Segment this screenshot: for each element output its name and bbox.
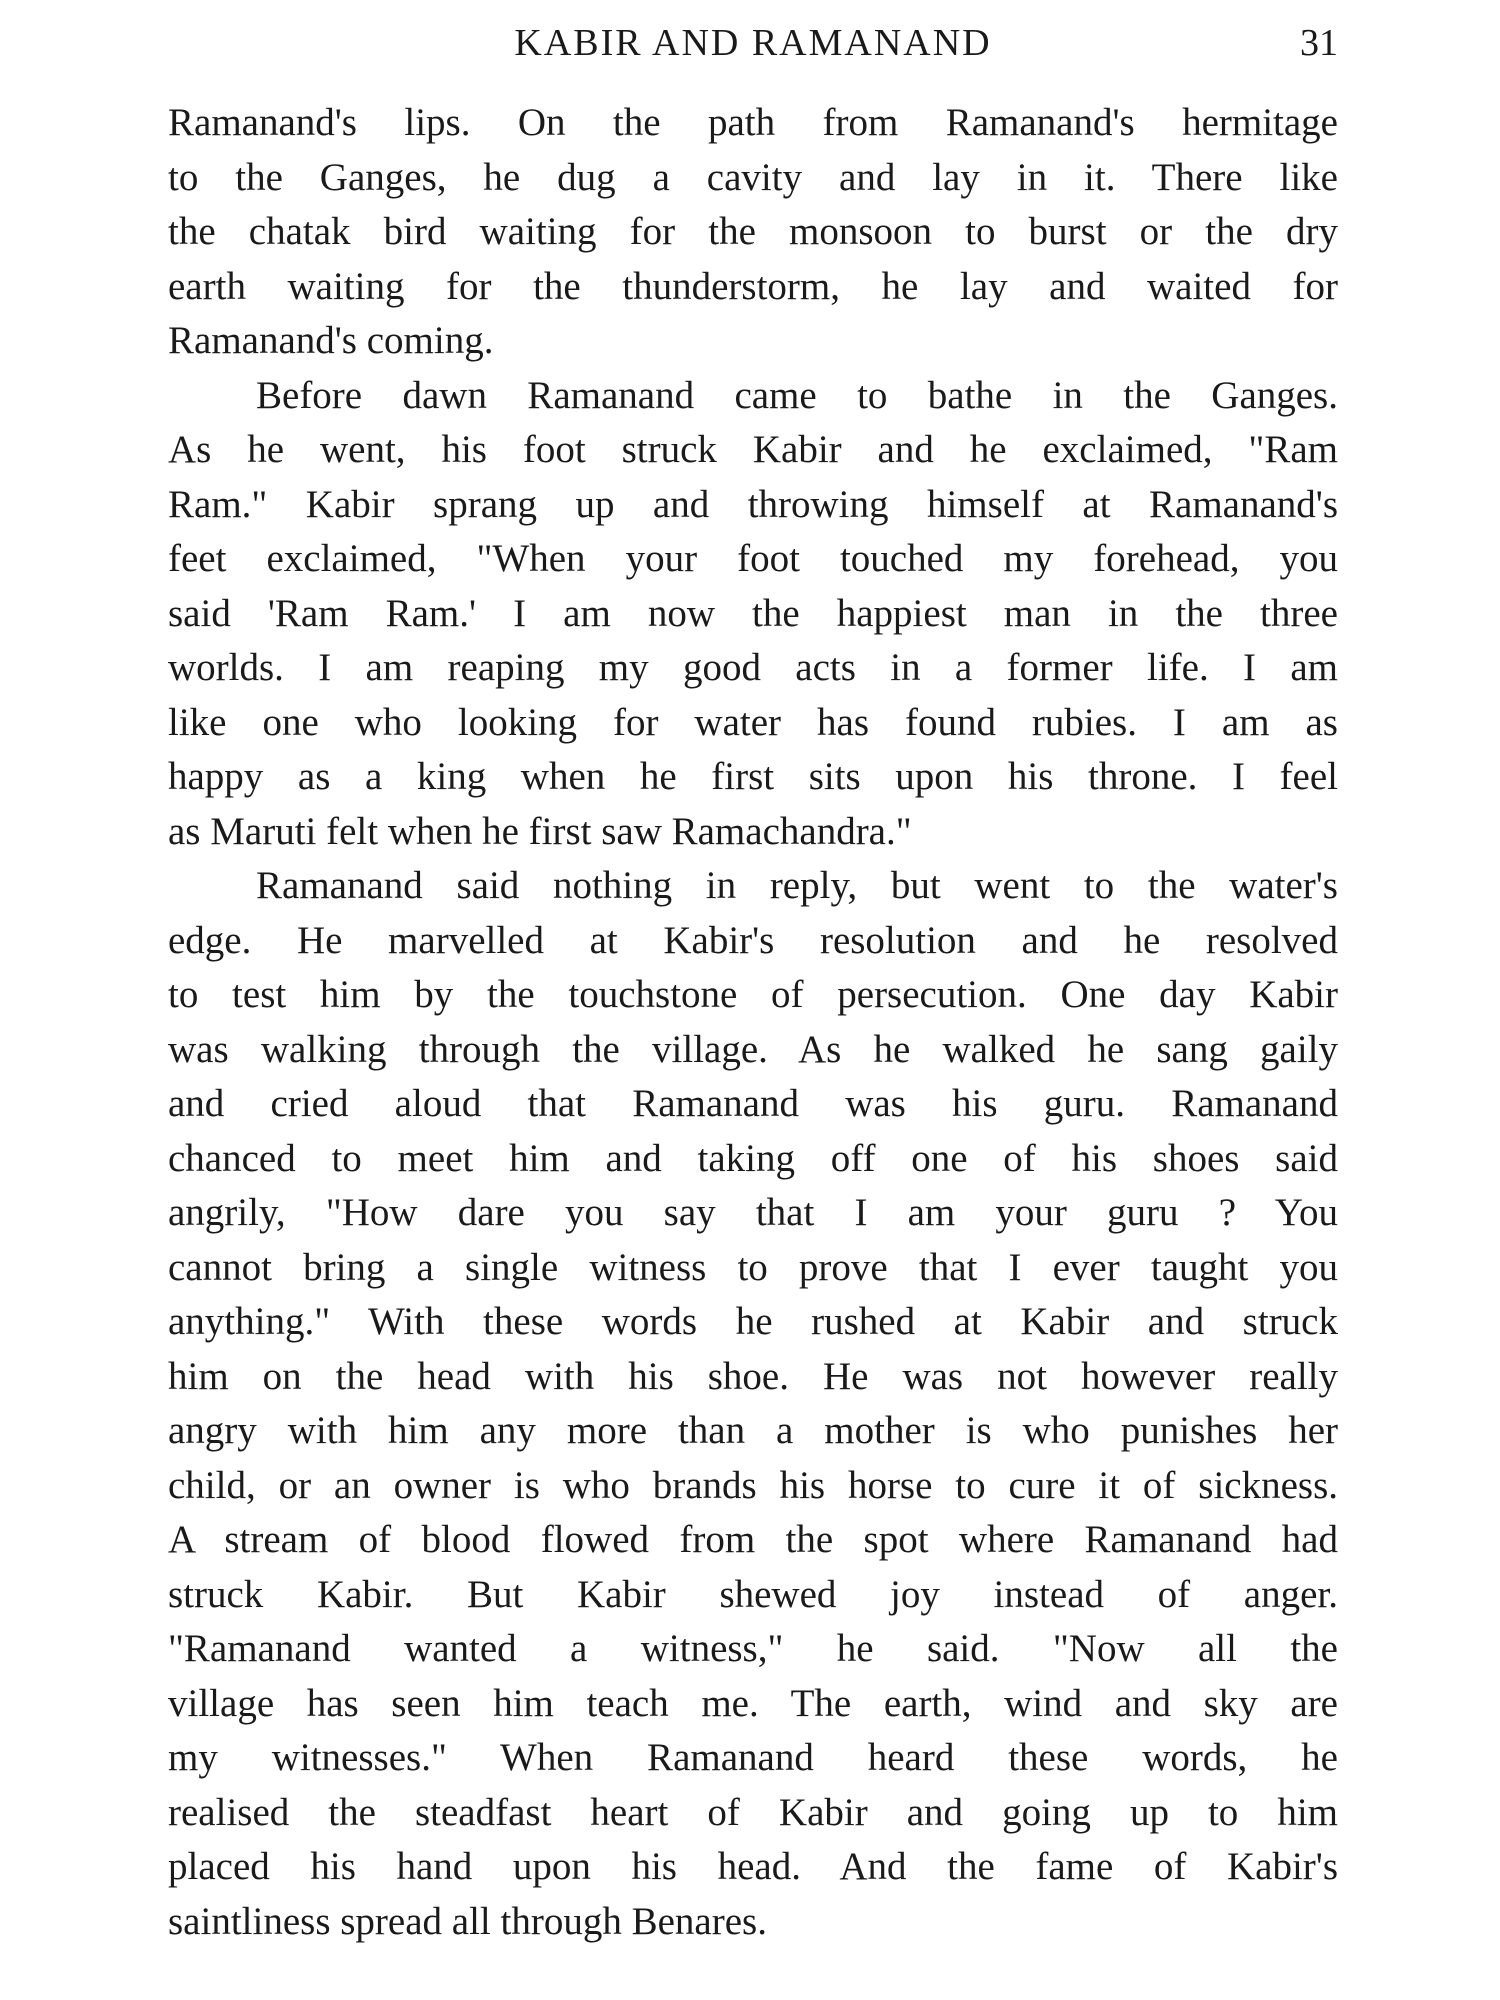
text-line: realised the steadfast heart of Kabir and going up to him: [168, 1790, 1338, 1834]
text-line: was walking through the village. As he walked he sang gaily: [168, 1027, 1338, 1071]
text-line: as Maruti felt when he first saw Ramachandra.": [168, 809, 912, 853]
text-line: Ramanand said nothing in reply, but went to the water's: [256, 864, 1338, 907]
text-line: my witnesses." When Ramanand heard these words, he: [168, 1736, 1338, 1779]
running-head: [168, 18, 1338, 68]
text-line: anything." With these words he rushed at Kabir and struck: [168, 1300, 1338, 1343]
text-line: As he went, his foot struck Kabir and he exclaimed, "Ram: [168, 428, 1338, 471]
text-line: A stream of blood flowed from the spot where Ramanand had: [168, 1518, 1338, 1561]
text-line: and cried aloud that Ramanand was his guru. Ramanand: [168, 1082, 1338, 1125]
text-line: child, or an owner is who brands his horse to cure it of sickness.: [168, 1463, 1338, 1507]
text-line: the chatak bird waiting for the monsoon to burst or the dry: [168, 210, 1338, 253]
text-line: Before dawn Ramanand came to bathe in the Ganges.: [256, 373, 1338, 417]
text-line: edge. He marvelled at Kabir's resolution and he resolved: [168, 918, 1338, 962]
text-line: feet exclaimed, "When your foot touched my forehead, you: [168, 537, 1338, 580]
body-text: [168, 96, 1338, 1949]
text-line: angrily, "How dare you say that I am your guru ? You: [168, 1191, 1338, 1234]
text-line: "Ramanand wanted a witness," he said. "Now all the: [168, 1627, 1338, 1670]
text-line: like one who looking for water has found rubies. I am as: [168, 700, 1338, 744]
text-line: placed his hand upon his head. And the fame of Kabir's: [168, 1845, 1338, 1888]
text-line: to the Ganges, he dug a cavity and lay in it. There like: [168, 155, 1338, 199]
text-line: village has seen him teach me. The earth, wind and sky are: [168, 1681, 1338, 1725]
running-title: KABIR AND RAMANAND: [514, 22, 992, 64]
text-line: cannot bring a single witness to prove that I ever taught you: [168, 1245, 1338, 1289]
page-number: 31: [1300, 22, 1338, 64]
text-line: said 'Ram Ram.' I am now the happiest man in the three: [168, 591, 1338, 635]
text-line: to test him by the touchstone of persecution. One day Kabir: [168, 973, 1338, 1016]
text-line: Ram." Kabir sprang up and throwing himself at Ramanand's: [168, 482, 1338, 526]
text-line: him on the head with his shoe. He was not however really: [168, 1354, 1338, 1398]
text-line: worlds. I am reaping my good acts in a former life. I am: [168, 646, 1338, 689]
text-line: happy as a king when he first sits upon his throne. I feel: [168, 755, 1338, 798]
text-line: angry with him any more than a mother is who punishes her: [168, 1409, 1338, 1452]
text-line: Ramanand's coming.: [168, 319, 494, 362]
text-line: Ramanand's lips. On the path from Ramanand's hermitage: [168, 101, 1338, 144]
text-line: saintliness spread all through Benares.: [168, 1899, 767, 1943]
text-line: chanced to meet him and taking off one of his shoes said: [168, 1136, 1338, 1180]
text-line: struck Kabir. But Kabir shewed joy instead of anger.: [168, 1572, 1338, 1616]
text-line: earth waiting for the thunderstorm, he lay and waited for: [168, 264, 1338, 308]
